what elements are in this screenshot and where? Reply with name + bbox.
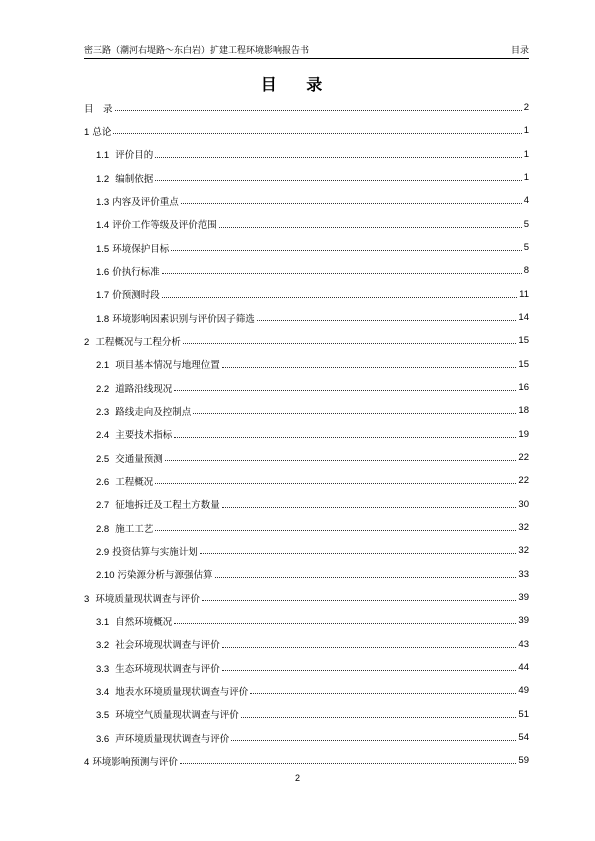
toc-entry-page: 54	[518, 732, 529, 744]
toc-entry-text: 投资估算与实施计划	[109, 546, 198, 558]
toc-entry-page: 15	[518, 335, 529, 347]
toc-entry-number: 2.7	[96, 500, 110, 512]
toc-entry[interactable]	[84, 213, 529, 236]
toc-dot-leader	[257, 320, 517, 321]
toc-entry-number: 2.3	[96, 406, 110, 418]
toc-entry-number: 3	[84, 593, 90, 605]
toc-entry-page: 16	[518, 382, 529, 394]
toc-entry-number: 2.4	[96, 430, 110, 442]
toc-entry-label	[96, 474, 153, 488]
toc-entry-label	[96, 567, 213, 581]
toc-entry[interactable]	[84, 749, 529, 772]
toc-entry[interactable]	[84, 423, 529, 446]
toc-dot-leader	[174, 623, 516, 624]
toc-entry-number: 2.10	[96, 570, 115, 582]
toc-entry-label	[96, 451, 163, 465]
toc-entry[interactable]	[84, 166, 529, 189]
toc-entry-text: 工程概况与工程分析	[89, 336, 181, 348]
toc-entry-text: 环境影响因素识别与评价因子筛选	[109, 313, 255, 325]
toc-entry-page: 19	[518, 428, 529, 440]
toc-entry-number: 1.1	[96, 150, 110, 162]
toc-entry-label	[96, 287, 160, 301]
toc-entry-text: 自然环境概况	[109, 616, 173, 628]
header-section-name: 目录	[510, 46, 529, 56]
toc-entry-label	[96, 217, 217, 231]
toc-entry-label	[84, 334, 181, 348]
toc-dot-leader	[250, 693, 516, 694]
toc-entry-text: 环境质量现状调查与评价	[89, 593, 200, 605]
toc-entry-page: 4	[523, 195, 529, 207]
toc-entry-label	[96, 241, 169, 255]
toc-dot-leader	[200, 553, 517, 554]
toc-entry-text: 社会环境现状调查与评价	[109, 640, 220, 652]
toc-entry-text: 环境空气质量现状调查与评价	[109, 710, 239, 722]
toc-entry-number: 1.4	[96, 220, 110, 232]
toc-dot-leader	[222, 670, 517, 671]
toc-dot-leader	[222, 647, 517, 648]
toc-entry-text: 污染源分析与源强估算	[114, 570, 213, 582]
page-number: 2	[294, 773, 300, 783]
toc-entry-text: 生态环境现状调查与评价	[109, 663, 220, 675]
toc-entry[interactable]	[84, 96, 529, 119]
toc-dot-leader	[115, 110, 522, 111]
toc-dot-leader	[215, 577, 517, 578]
toc-entry-text: 环境保护目标	[109, 243, 170, 255]
toc-entry-number: 1.2	[96, 173, 110, 185]
toc-entry-page: 1	[523, 172, 529, 184]
toc-entry-page: 1	[523, 148, 529, 160]
toc-entry-label	[96, 637, 220, 651]
toc-entry-number: 3.3	[96, 663, 110, 675]
toc-dot-leader	[155, 530, 516, 531]
toc-dot-leader	[181, 203, 522, 204]
toc-entry-page: 32	[518, 545, 529, 557]
toc-entry[interactable]	[84, 633, 529, 656]
toc-dot-leader	[193, 413, 516, 414]
toc-entry[interactable]	[84, 353, 529, 376]
page-title: 目 录	[260, 75, 335, 94]
toc-entry-text: 价预测时段	[109, 290, 160, 302]
toc-entry-number: 2	[84, 336, 90, 348]
toc-entry-number: 3.1	[96, 616, 110, 628]
toc-entry-number: 3.6	[96, 733, 110, 745]
toc-entry-number: 2.1	[96, 360, 110, 372]
toc-entry-page: 39	[518, 592, 529, 604]
toc-dot-leader	[155, 157, 521, 158]
toc-entry-number: 3.5	[96, 710, 110, 722]
toc-entry-number: 1	[84, 126, 90, 138]
toc-entry-text: 编制依据	[109, 173, 154, 185]
toc-entry-label	[84, 124, 111, 138]
toc-entry-label	[96, 381, 172, 395]
toc-entry-label	[96, 544, 198, 558]
toc-entry-number: 1.6	[96, 266, 110, 278]
toc-entry-text: 价执行标准	[109, 266, 160, 278]
toc-dot-leader	[162, 297, 517, 298]
toc-entry-text: 环境影响预测与评价	[89, 756, 178, 768]
toc-entry-text: 评价目的	[109, 150, 154, 162]
toc-entry-page: 33	[518, 568, 529, 580]
toc-entry[interactable]	[84, 446, 529, 469]
toc-entry-text: 目 录	[84, 103, 113, 115]
toc-entry-label	[96, 614, 172, 628]
toc-entry-text: 施工工艺	[109, 523, 154, 535]
toc-entry[interactable]	[84, 236, 529, 259]
toc-entry-label	[96, 661, 220, 675]
toc-entry-page: 5	[523, 218, 529, 230]
toc-dot-leader	[231, 740, 516, 741]
header-document-title: 密三路（潮河右堤路～东白岩）扩建工程环境影响报告书	[84, 46, 310, 56]
toc-entry-page: 15	[518, 358, 529, 370]
toc-entry-label	[96, 357, 220, 371]
toc-entry[interactable]	[84, 609, 529, 632]
toc-entry-page: 30	[518, 498, 529, 510]
toc-entry-number: 2.9	[96, 546, 110, 558]
toc-entry[interactable]	[84, 329, 529, 352]
toc-entry-page: 39	[518, 615, 529, 627]
table-of-contents	[84, 96, 529, 773]
toc-entry-label	[96, 684, 248, 698]
toc-dot-leader	[222, 367, 517, 368]
toc-dot-leader	[174, 437, 516, 438]
toc-entry-label	[84, 591, 200, 605]
toc-entry[interactable]	[84, 726, 529, 749]
toc-entry-text: 交通量预测	[109, 453, 163, 465]
toc-entry-label	[96, 171, 153, 185]
toc-entry-number: 2.8	[96, 523, 110, 535]
toc-entry-label	[96, 497, 220, 511]
toc-entry-page: 2	[523, 102, 529, 114]
page-header	[84, 40, 529, 56]
toc-entry-page: 22	[518, 475, 529, 487]
toc-entry-text: 内容及评价重点	[109, 196, 179, 208]
toc-entry-number: 1.3	[96, 196, 110, 208]
toc-entry-text: 评价工作等级及评价范围	[109, 220, 217, 232]
toc-entry[interactable]	[84, 259, 529, 282]
toc-entry[interactable]	[84, 283, 529, 306]
toc-entry-number: 2.5	[96, 453, 110, 465]
toc-entry-text: 征地拆迁及工程土方数量	[109, 500, 220, 512]
toc-entry-page: 14	[518, 312, 529, 324]
toc-entry-number: 2.6	[96, 476, 110, 488]
toc-entry-page: 43	[518, 638, 529, 650]
toc-entry-number: 4	[84, 756, 90, 768]
toc-entry[interactable]	[84, 399, 529, 422]
toc-entry-label	[96, 264, 160, 278]
toc-entry-text: 地表水环境质量现状调查与评价	[109, 686, 249, 698]
toc-entry[interactable]	[84, 516, 529, 539]
toc-entry-page: 59	[518, 755, 529, 767]
header-divider	[84, 58, 529, 59]
toc-entry-label	[96, 707, 239, 721]
toc-dot-leader	[241, 717, 517, 718]
toc-entry[interactable]	[84, 493, 529, 516]
toc-entry-number: 2.2	[96, 383, 110, 395]
toc-entry-text: 道路沿线现况	[109, 383, 173, 395]
toc-dot-leader	[202, 600, 517, 601]
toc-dot-leader	[222, 507, 517, 508]
toc-entry-text: 项目基本情况与地理位置	[109, 360, 220, 372]
toc-entry-text: 声环境质量现状调查与评价	[109, 733, 230, 745]
toc-entry-number: 1.8	[96, 313, 110, 325]
toc-dot-leader	[113, 133, 521, 134]
toc-entry-label	[96, 404, 191, 418]
toc-entry[interactable]	[84, 143, 529, 166]
toc-entry[interactable]	[84, 119, 529, 142]
toc-entry-page: 18	[518, 405, 529, 417]
toc-entry-page: 51	[518, 708, 529, 720]
toc-entry[interactable]	[84, 189, 529, 212]
toc-entry-number: 1.7	[96, 290, 110, 302]
toc-entry-text: 工程概况	[109, 476, 154, 488]
toc-entry-label	[84, 754, 178, 768]
toc-entry[interactable]	[84, 563, 529, 586]
toc-entry-page: 5	[523, 242, 529, 254]
toc-entry-label	[96, 194, 179, 208]
toc-entry[interactable]	[84, 306, 529, 329]
toc-dot-leader	[180, 763, 517, 764]
toc-dot-leader	[183, 343, 517, 344]
toc-entry[interactable]	[84, 703, 529, 726]
toc-entry-text: 路线走向及控制点	[109, 406, 192, 418]
toc-dot-leader	[165, 460, 517, 461]
toc-entry-text: 主要技术指标	[109, 430, 173, 442]
toc-entry-text: 总论	[89, 126, 112, 138]
toc-entry-number: 1.5	[96, 243, 110, 255]
toc-entry[interactable]	[84, 376, 529, 399]
toc-entry-page: 22	[518, 452, 529, 464]
toc-entry[interactable]	[84, 656, 529, 679]
toc-entry-page: 8	[523, 265, 529, 277]
toc-entry-page: 11	[519, 288, 529, 300]
toc-dot-leader	[155, 483, 516, 484]
toc-dot-leader	[155, 180, 521, 181]
toc-entry[interactable]	[84, 586, 529, 609]
toc-entry-number: 3.4	[96, 686, 110, 698]
toc-dot-leader	[219, 227, 522, 228]
toc-entry-label	[96, 521, 153, 535]
toc-dot-leader	[174, 390, 516, 391]
toc-entry-label	[84, 101, 113, 115]
toc-entry-label	[96, 311, 255, 325]
toc-entry-label	[96, 427, 172, 441]
toc-dot-leader	[162, 273, 522, 274]
toc-entry-label	[96, 147, 153, 161]
toc-entry-page: 32	[518, 522, 529, 534]
toc-dot-leader	[171, 250, 521, 251]
toc-entry-label	[96, 731, 229, 745]
toc-entry-page: 1	[523, 125, 529, 137]
toc-entry[interactable]	[84, 679, 529, 702]
toc-entry-number: 3.2	[96, 640, 110, 652]
toc-entry-page: 49	[518, 685, 529, 697]
toc-entry[interactable]	[84, 469, 529, 492]
toc-entry[interactable]	[84, 539, 529, 562]
toc-entry-page: 44	[518, 662, 529, 674]
